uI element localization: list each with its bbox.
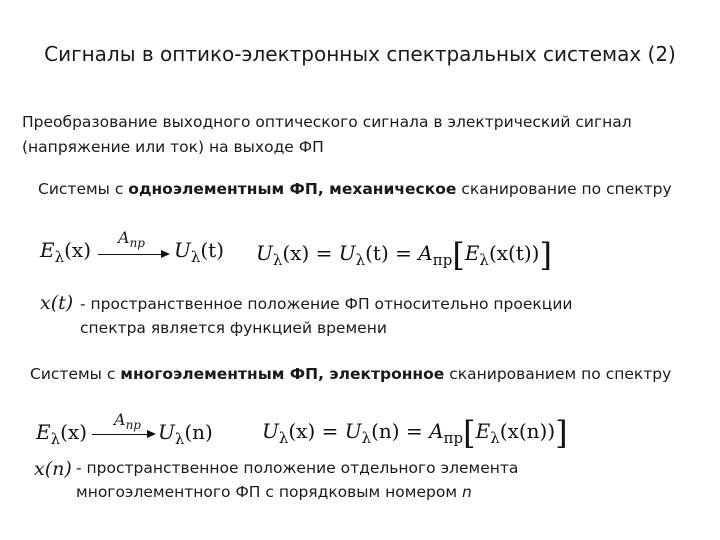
intro-line-1: Преобразование выходного оптического сигнала в электрический сигнал — [22, 113, 632, 131]
page-title: Сигналы в оптико-электронных спектральных системах (2) — [44, 42, 676, 66]
note-2-text: - пространственное положение отдельного элемента многоэлементного ФП с порядковым номером n — [76, 459, 519, 501]
intro-line-2: (напряжение или ток) на выходе ФП — [22, 138, 324, 156]
formula-1-rhs: $U_\lambda(t)$ — [174, 238, 225, 266]
formula-1-lhs: $E_\lambda(x)$ — [40, 238, 92, 266]
formula-2-arrow — [92, 434, 154, 435]
section-2-bold: многоэлементным ФП, электронное — [120, 365, 445, 383]
formula-1-arrow — [98, 254, 168, 255]
formula-1-arrow-label: $A_{пр}$ — [118, 228, 145, 250]
formula-2-arrow-label: $A_{пр}$ — [114, 410, 141, 432]
note-1-text: - пространственное положение ФП относительно проекции спектра является функцией времени — [80, 295, 573, 337]
note-1-symbol: x(t) — [40, 292, 74, 314]
intro-text — [22, 110, 702, 160]
section-2-heading: Системы с многоэлементным ФП, электронное сканированием по спектру — [30, 365, 672, 383]
note-2-symbol: x(n) — [34, 458, 72, 480]
section-1-heading: Системы с одноэлементным ФП, механическое сканирование по спектру — [38, 180, 672, 198]
formula-2-equation: $U_\lambda(x) = U_\lambda(n) = A_{пр}[E_\lambda(x(n))]$ — [262, 414, 568, 452]
formula-1-equation: $U_\lambda(x) = U_\lambda(t) = A_{пр}[E_\lambda(x(t))]$ — [256, 236, 552, 274]
formula-2-lhs: $E_\lambda(x)$ — [36, 420, 88, 448]
section-1-bold: одноэлементным ФП, механическое — [128, 180, 457, 198]
note-2-var: n — [461, 483, 472, 501]
formula-2-rhs: $U_\lambda(n)$ — [158, 420, 213, 448]
